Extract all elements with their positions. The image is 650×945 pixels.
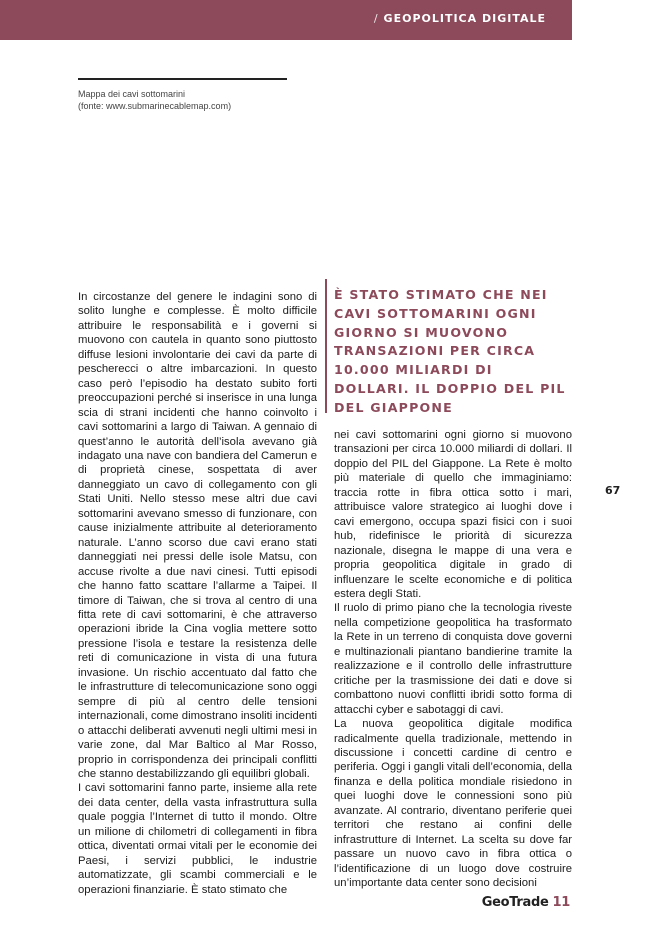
section-title [374, 12, 546, 25]
section-name: GEOPOLITICA DIGITALE [383, 12, 546, 25]
pull-quote: È STATO STIMATO CHE NEI CAVI SOTTOMARINI OGNI GIORNO SI MUOVONO TRANSAZIONI PER CIRCA 10.000 MILIARDI DI DOLLARI. IL DOPPIO DEL PIL DEL GIAPPONE [334, 287, 566, 415]
paragraph: In circostanze del genere le indagini sono di solito lunghe e complesse. È molto difficile attribuire le responsabilità e i governi si muovono con cautela in quanto sono piuttosto diffuse lesioni involontarie dei cavi da parte di pescherecci o altre imbarcazioni. In questo caso però l’episodio ha destato subito forti preoccupazioni perché si inserisce in una lunga scia di strani incidenti che hanno coinvolto i cavi sottomarini a largo di Taiwan. A gennaio di quest’anno le autorità dell’isola avevano già indagato una nave con bandiera del Camerun e di proprietà cinese, sospettata di aver danneggiato un cavo di collegamento con gli Stati Uniti. Nello stesso mese altri due cavi sottomarini avevano smesso di funzionare, con cause inizialmente attribuite al deterioramento naturale. L’anno scorso due cavi erano stati danneggiati nei pressi delle isole Matsu, con accuse rivolte a due navi cinesi. Tutti episodi che hanno fatto scattare l’allarme a Taipei. Il timore di Taiwan, che si trova al centro di una fitta rete di cavi sottomarini, è che attraverso operazioni ibride la Cina voglia mettere sotto pressione l’isola e testare la resistenza delle reti di comunicazione in vista di una futura invasione. Un rischio accentuato dal fatto che le infrastrutture di telecomunicazione sono oggi sempre di più al centro delle tensioni internazionali, come dimostrano insoliti incidenti o attacchi deliberati avvenuti negli ultimi mesi in varie zone, dal Mar Baltico al Mar Rosso, proprio in corrispondenza dei principali conflitti che stanno destabilizzando gli equilibri globali. [78, 291, 317, 780]
column-divider [325, 279, 327, 413]
paragraph: Il ruolo di primo piano che la tecnologia riveste nella competizione geopolitica ha trasformato la Rete in un terreno di conquista dove governi e multinazionali piantano bandierine tramite la realizzazione e il controllo delle infrastrutture critiche per la trasmissione dei dati e dove si combattono nuovi conflitti ibridi sotto forma di attacchi cyber e sabotaggi di cavi. [334, 602, 572, 716]
section-slash: / [373, 12, 379, 25]
footer-brand [482, 895, 570, 910]
page-number: 67 [605, 484, 621, 497]
article-column-left [78, 290, 317, 897]
article-column-right [334, 428, 572, 891]
paragraph: La nuova geopolitica digitale modifica radicalmente quella tradizionale, mettendo in discussione i concetti cardine di centro e periferia. Oggi i gangli vitali dell’economia, della finanza e della politica mondiale risiedono in quei luoghi dove le connessioni sono più avanzate. Al contrario, diventano periferie quei territori che restano ai confini delle infrastrutture di Internet. La scelta su dove far passare un nuovo cavo in fibra ottica o l’identificazione di un luogo dove costruire un’importante data center sono decisioni [334, 718, 572, 890]
header-bar [0, 0, 572, 40]
caption-title: Mappa dei cavi sottomarini [78, 89, 186, 99]
paragraph: I cavi sottomarini fanno parte, insieme alla rete dei data center, della vasta infrastruttura sulla quale poggia l’Internet di tutto il mondo. Oltre un milione di chilometri di collegamenti in fibra ottica, diventati ormai vitali per le economie dei Paesi, i servizi pubblici, le industrie automatizzate, gli scambi commerciali e le operazioni finanziarie. È stato stimato che [78, 782, 317, 896]
magazine-name: GeoTrade [481, 895, 549, 910]
paragraph: nei cavi sottomarini ogni giorno si muovono transazioni per circa 10.000 miliardi di dollari. Il doppio del PIL del Giappone. La Rete è molto più materiale di quello che immaginiamo: traccia rotte in fibra ottica sotto i mari, attribuisce valore strategico ai luoghi dove i cavi emergono, occupa spazi fisici con i suoi hub, ridefinisce le priorità di sicurezza nazionale, disegna le mappe di una vera e propria geopolitica digitale in grado di influenzare le scelte economiche e di politica estera degli Stati. [334, 429, 572, 600]
footer-page-number: 11 [552, 895, 570, 910]
caption-source: (fonte: www.submarinecablemap.com) [78, 101, 232, 111]
caption-rule [78, 78, 287, 80]
image-caption [78, 88, 231, 112]
